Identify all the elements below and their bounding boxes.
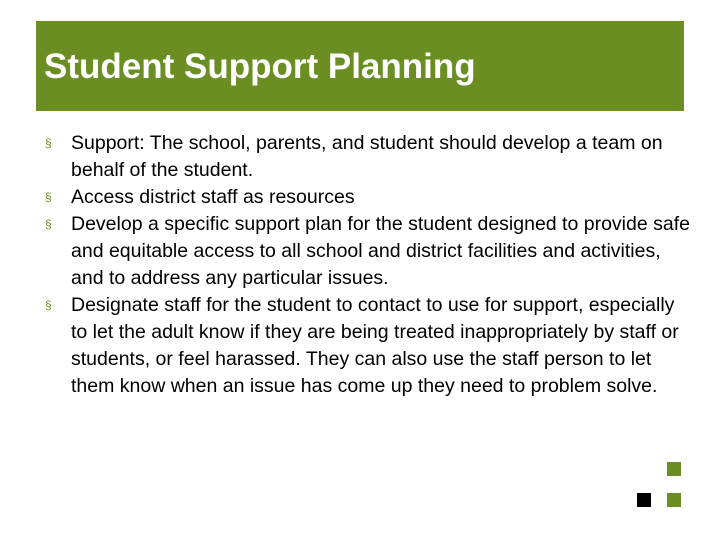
bullet-text: Develop a specific support plan for the student designed to provide safe and equitable access to all school and district facilities and activities, and to address any particular issues. (71, 213, 690, 289)
bullet-text: Access district staff as resources (71, 186, 355, 208)
title-bar (36, 21, 684, 111)
bullet-marker: § (45, 217, 52, 231)
decorative-square-black (637, 493, 651, 507)
bullet-item (44, 292, 694, 400)
bullet-item (44, 184, 694, 211)
bullet-item (44, 130, 694, 184)
slide-title: Student Support Planning (44, 47, 476, 86)
decorative-square-green-bottom (667, 493, 681, 507)
bullet-marker: § (45, 298, 52, 312)
bullet-item (44, 211, 694, 292)
decorative-square-green-top (667, 462, 681, 476)
bullet-text: Designate staff for the student to contact to use for support, especially to let the adult know if they are being treated inappropriately by staff or students, or feel harassed. They can also use the staff person to let them know when an issue has come up they need to problem solve. (71, 294, 679, 397)
bullet-text: Support: The school, parents, and student should develop a team on behalf of the student. (71, 132, 663, 181)
bullet-marker: § (45, 136, 52, 150)
bullet-list (44, 130, 694, 400)
bullet-marker: § (45, 190, 52, 204)
